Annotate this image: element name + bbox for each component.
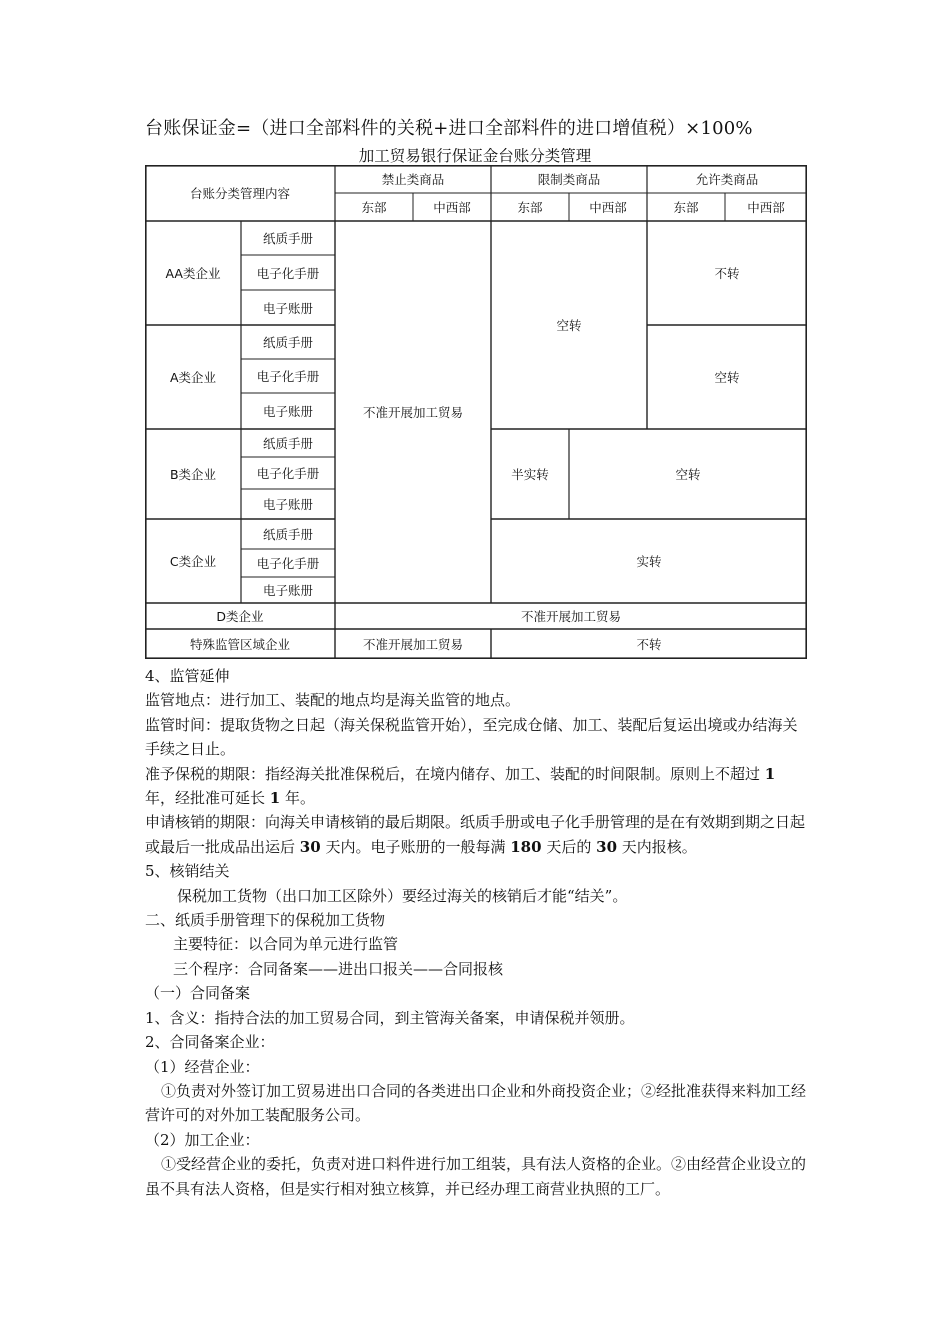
cell-c-real-transfer: 实转 [636,554,662,569]
paragraph: 申请核销的期限：向海关申请核销的最后期限。纸质手册或电子化手册管理的是在有效期到期之日起或最后一批成品出运后 30 天内。电子账册的一般每满 180 天后的 30 天内报核。 [145,813,806,856]
row-label-b: B类企业 [169,467,217,482]
sub-electronic-account: 电子账册 [262,404,313,419]
row-label-special-zone: 特殊监管区域企业 [189,637,290,652]
cell-aa-allowed-no-transfer: 不转 [714,266,740,281]
sub-electronic-manual: 电子化手册 [256,265,320,281]
section-heading: 二、纸质手册管理下的保税加工货物 [145,911,386,930]
paragraph: 准予保税的期限：指经海关批准保税后，在境内储存、加工、装配的时间限制。原则上不超过 1 年，经批准可延长 1 年。 [145,764,776,808]
sub-electronic-manual: 电子化手册 [256,369,320,384]
header-east: 东部 [673,200,699,215]
sub-electronic-account: 电子账册 [262,497,313,512]
sub-paper-manual: 纸质手册 [262,436,313,451]
header-restricted-goods: 限制类商品 [537,172,601,187]
cell-b-empty-transfer: 空转 [675,467,701,482]
sub-electronic-manual: 电子化手册 [256,466,320,481]
cell-restricted-empty-transfer: 空转 [556,318,582,333]
classification-table [145,165,807,659]
sub-paper-manual: 纸质手册 [262,335,313,350]
section-heading: （一）合同备案 [145,984,251,1003]
section-heading: 5、核销结关 [145,862,230,881]
paragraph: （2）加工企业： [145,1130,260,1149]
sub-paper-manual: 纸质手册 [262,231,313,246]
paragraph: 2、合同备案企业： [145,1033,275,1052]
cell-prohibited-no-processing: 不准开展加工贸易 [362,405,463,420]
header-midwest: 中西部 [589,200,627,215]
row-label-d: D类企业 [216,609,264,624]
header-east: 东部 [361,200,387,215]
paragraph: （1）经营企业： [145,1057,260,1076]
sub-paper-manual: 纸质手册 [262,527,313,542]
cell-special-no-transfer: 不转 [636,637,662,652]
sub-electronic-manual: 电子化手册 [256,556,320,571]
row-label-a: A类企业 [169,370,217,385]
row-label-aa: AA类企业 [165,266,221,281]
section-heading: 4、监管延伸 [145,667,230,685]
paragraph: 监管时间：提取货物之日起（海关保税监管开始），至完成仓储、加工、装配后复运出境或办结海关手续之日止。 [145,715,798,759]
header-midwest: 中西部 [433,200,471,215]
paragraph: ①负责对外签订加工贸易进出口合同的各类进出口企业和外商投资企业；②经批准获得来料加工经营许可的对外加工装配服务公司。 [145,1081,807,1125]
cell-special-no-processing: 不准开展加工贸易 [362,637,463,652]
cell-a-allowed-empty-transfer: 空转 [714,370,740,385]
sub-electronic-account: 电子账册 [262,583,313,598]
paragraph: 监管地点：进行加工、装配的地点均是海关监管的地点。 [145,691,521,710]
cell-d-no-processing: 不准开展加工贸易 [520,609,621,624]
table-title: 加工贸易银行保证金台账分类管理 [358,147,592,165]
paragraph: 1、含义：指持合法的加工贸易合同，到主管海关备案，申请保税并领册。 [145,1008,635,1027]
sub-electronic-account: 电子账册 [262,300,313,316]
guarantee-formula: 台账保证金=（进口全部料件的关税+进口全部料件的进口增值税）×100% [145,118,753,139]
paragraph: 三个程序：合同备案——进出口报关——合同报核 [173,959,504,978]
cell-b-half-real-transfer: 半实转 [511,467,549,482]
header-east: 东部 [517,200,543,215]
header-prohibited-goods: 禁止类商品 [381,172,445,187]
header-allowed-goods: 允许类商品 [695,172,759,187]
document-body [145,664,810,1201]
paragraph: 主要特征：以合同为单元进行监管 [173,935,399,954]
paragraph: ①受经营企业的委托，负责对进口料件进行加工组装，具有法人资格的企业。②由经营企业设立的虽不具有法人资格，但是实行相对独立核算，并已经办理工商营业执照的工厂。 [145,1155,807,1198]
paragraph: 保税加工货物（出口加工区除外）要经过海关的核销后才能“结关”。 [177,886,628,905]
header-classification-content: 台账分类管理内容 [189,186,290,201]
header-midwest: 中西部 [747,200,785,215]
row-label-c: C类企业 [169,554,217,569]
